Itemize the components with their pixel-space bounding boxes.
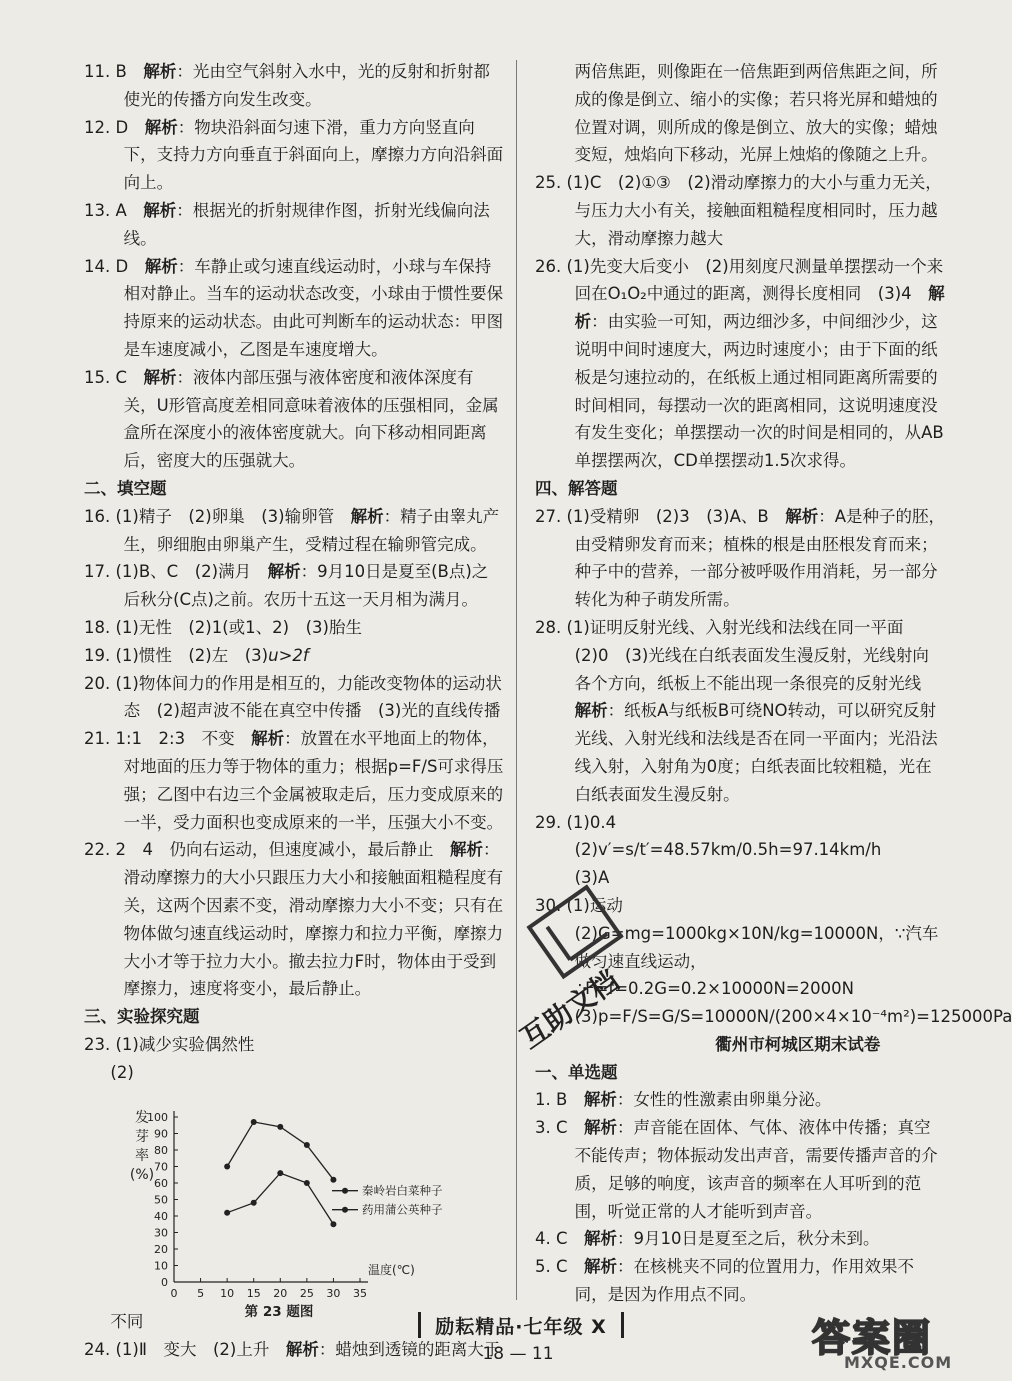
- data-point-series-2: [224, 1210, 230, 1216]
- y-tick-label: 30: [154, 1226, 168, 1240]
- page-number: 18 — 11: [482, 1344, 554, 1364]
- data-point-series-2: [251, 1200, 257, 1206]
- watermark-stamp-text: 互助文档: [514, 963, 625, 1056]
- legend-marker-2: [342, 1207, 348, 1213]
- answer-4: 4. C 解析：9月10日是夏至之后，秋分未到。: [535, 1229, 880, 1249]
- section-fill-blank: 二、填空题: [84, 478, 167, 498]
- x-tick-label: 5: [197, 1287, 205, 1301]
- y-axis-label: 发: [135, 1110, 149, 1127]
- section-experiment: 三、实验探究题: [84, 1007, 200, 1027]
- answer-14: 14. D 解析：车静止或匀速直线运动时，小球与车保持相对静止。当车的运动状态改变，小球由于惯性要保持原来的运动状态。由此可判断车的运动状态：甲图是车速度减小，乙图是车速度增大。: [84, 256, 504, 359]
- data-point-series-2: [330, 1222, 336, 1228]
- legend-label-1: 秦岭岩白菜种子: [362, 1184, 443, 1199]
- germination-chart-svg: [84, 1090, 504, 1321]
- germination-chart: [84, 1090, 504, 1321]
- answer-27: 27. (1)受精卵 (2)3 (3)A、B 解析：A是种子的胚，由受精卵发育而来；植株的根是由胚根发育而来；种子中的营养，一部分被呼吸作用消耗，另一部分转化为种子萌发所需。: [535, 506, 946, 610]
- answer-13: 13. A 解析：根据光的折射规律作图，折射光线偏向法线。: [84, 200, 490, 248]
- data-point-series-1: [277, 1124, 283, 1130]
- corner-logo-sub: MXQE.COM: [844, 1353, 953, 1372]
- legend-marker-1: [342, 1188, 348, 1194]
- right-column: [535, 58, 1012, 1309]
- x-tick-label: 25: [299, 1287, 314, 1301]
- y-tick-label: 60: [154, 1177, 168, 1191]
- answer-29-part1: 29. (1)0.4: [535, 812, 617, 832]
- column-divider: [516, 60, 517, 1300]
- answer-30-part2: (2)G=mg=1000kg×10N/kg=10000N，∵汽车做匀速直线运动，∴F=f=0.2G=0.2×10000N=2000N: [574, 923, 939, 999]
- answer-15: 15. C 解析：液体内部压强与液体密度和液体深度有关，U形管高度差相同意味着液体的压强相同，金属盒所在深度小的液体密度就大。向下移动相同距离后，密度大的压强就大。: [84, 367, 499, 471]
- answer-5: 5. C 解析：在核桃夹不同的位置用力，作用效果不同，是因为作用点不同。: [535, 1257, 915, 1305]
- answer-23-conclusion: 不同: [110, 1312, 144, 1332]
- y-tick-label: 50: [154, 1193, 168, 1207]
- answer-29-part3: (3)A: [574, 868, 610, 888]
- answer-18: 18. (1)无性 (2)1(或1、2) (3)胎生: [84, 617, 362, 637]
- answer-22: 22. 2 4 仍向右运动，但速度减小，最后静止 解析：滑动摩擦力的大小只跟压力大小和接触面粗糙程度有关，这两个因素不变，滑动摩擦力大小不变；只有在物体做匀速直线运动时，摩擦力和拉力平衡，摩擦力大小才等于拉力大小。撤去拉力F时，物体由于受到摩擦力，速度将变小，最后静止。: [84, 840, 504, 999]
- data-point-series-2: [304, 1180, 310, 1186]
- chart-caption: 第 23 题图: [244, 1304, 314, 1321]
- answer-26: 26. (1)先变大后变小 (2)用刻度尺测量单摆摆动一个来回在O₁O₂中通过的距离，测得长度相同 (3)4 解析：由实验一可知，两边细沙多，中间细沙少，这说明中间时速度大，两边时速度小；由于下面的纸板是匀速拉动的，在纸板上通过相同距离所需要的时间相同，每摆动一次的距离相同，这说明速度没有发生变化；单摆摆动一次的时间是相同的，从AB单摆摆两次，CD单摆摆动1.5次求得。: [535, 256, 945, 471]
- legend-label-2: 药用蒲公英种子: [362, 1203, 443, 1218]
- answer-24-continued: 两倍焦距，则像距在一倍焦距到两倍焦距之间，所成的像是倒立、缩小的实像；若只将光屏和蜡烛的位置对调，则所成的像是倒立、放大的实像；蜡烛变短，烛焰向下移动，光屏上烛焰的像随之上升。: [574, 62, 938, 165]
- answer-25: 25. (1)C (2)①③ (2)滑动摩擦力的大小与重力无关，与压力大小有关，接触面粗糙程度相同时，压力越大，滑动摩擦力越大: [535, 173, 942, 248]
- x-axis-label: 温度(℃): [368, 1263, 415, 1278]
- answer-16: 16. (1)精子 (2)卵巢 (3)输卵管 解析：精子由睾丸产生，卵细胞由卵巢产生，受精过程在输卵管完成。: [84, 506, 500, 554]
- x-tick-label: 35: [353, 1287, 367, 1301]
- exam-title: 衢州市柯城区期末试卷: [715, 1034, 881, 1054]
- corner-watermark-logo: [802, 1305, 992, 1375]
- data-point-series-1: [251, 1119, 257, 1125]
- y-tick-label: 80: [154, 1144, 168, 1158]
- y-tick-label: 90: [154, 1127, 168, 1141]
- y-tick-label: 20: [154, 1243, 168, 1257]
- y-axis-label: (%): [129, 1167, 155, 1184]
- y-axis-label: 率: [135, 1148, 149, 1165]
- x-tick-label: 10: [220, 1287, 235, 1301]
- y-tick-label: 10: [154, 1259, 168, 1273]
- y-tick-label: 100: [147, 1111, 168, 1125]
- answer-12: 12. D 解析：物块沿斜面匀速下滑，重力方向竖直向下，支持力方向垂直于斜面向上，摩擦力方向沿斜面向上。: [84, 117, 504, 193]
- answer-11: 11. B 解析：光由空气斜射入水中，光的反射和折射都使光的传播方向发生改变。: [84, 62, 490, 109]
- watermark-stamp: [480, 895, 680, 1056]
- answer-30-part1: 30. (1)运动: [535, 895, 623, 915]
- x-tick-label: 15: [246, 1287, 261, 1301]
- answer-24: 24. (1)Ⅱ 变大 (2)上升 解析：蜡烛到透镜的距离大于: [84, 1340, 501, 1360]
- answer-20: 20. (1)物体间力的作用是相互的，力能改变物体的运动状态 (2)超声波不能在真空中传播 (3)光的直线传播: [84, 673, 502, 721]
- y-tick-label: 0: [161, 1276, 168, 1290]
- answer-29-part2: (2)v′=s/t′=48.57km/0.5h=97.14km/h: [574, 840, 882, 860]
- data-point-series-1: [304, 1143, 310, 1149]
- y-tick-label: 70: [154, 1160, 168, 1174]
- y-axis-label: 芽: [135, 1129, 149, 1146]
- y-tick-label: 40: [154, 1210, 168, 1224]
- footer-brand: 励耘精品·七年级 X: [418, 1312, 624, 1338]
- answer-23-part1: 23. (1)减少实验偶然性: [84, 1034, 255, 1054]
- data-point-series-1: [224, 1164, 230, 1170]
- section-answer: 四、解答题: [535, 478, 618, 498]
- corner-logo-main: 答案圈: [812, 1316, 933, 1360]
- answer-1: 1. B 解析：女性的性激素由卵巢分泌。: [535, 1090, 832, 1110]
- answer-30-part3: (3)p=F/S=G/S=10000N/(200×4×10⁻⁴m²)=125000Pa: [574, 1007, 1012, 1027]
- series-line-2: [227, 1174, 333, 1225]
- answer-28: 28. (1)证明反射光线、入射光线和法线在同一平面 (2)0 (3)光线在白纸表面发生漫反射，光线射向各个方向，纸板上不能出现一条很亮的反射光线 解析：纸板A与纸板B可绕NO转动，可以研究反射光线、入射光线和法线是否在同一平面内；光沿法线入射，入射角为0度；白纸表面比较粗糙，光在白纸表面发生漫反射。: [535, 617, 938, 804]
- answer-21: 21. 1:1 2:3 不变 解析：放置在水平地面上的物体，对地面的压力等于物体的重力；根据p=F/S可求得压强；乙图中右边三个金属被取走后，压力变成原来的一半，受力面积也变成原来的一半，压强大小不变。: [84, 729, 504, 832]
- x-tick-label: 0: [170, 1287, 178, 1301]
- answer-19: 19. (1)惯性 (2)左 (3)u>2f: [84, 645, 309, 665]
- data-point-series-1: [330, 1177, 336, 1183]
- answer-23-part2-label: (2): [110, 1062, 134, 1082]
- x-tick-label: 30: [326, 1287, 341, 1301]
- section-single-choice: 一、单选题: [535, 1062, 618, 1082]
- data-point-series-2: [277, 1171, 283, 1177]
- x-tick-label: 20: [273, 1287, 288, 1301]
- answer-17: 17. (1)B、C (2)满月 解析：9月10日是夏至(B点)之后秋分(C点)之前。农历十五这一天月相为满月。: [84, 562, 489, 610]
- left-column: [84, 58, 504, 1364]
- answer-3: 3. C 解析：声音能在固体、气体、液体中传播；真空不能传声；物体振动发出声音，需要传播声音的介质，足够的响度，该声音的频率在人耳听到的范围，听觉正常的人才能听到声音。: [535, 1118, 938, 1221]
